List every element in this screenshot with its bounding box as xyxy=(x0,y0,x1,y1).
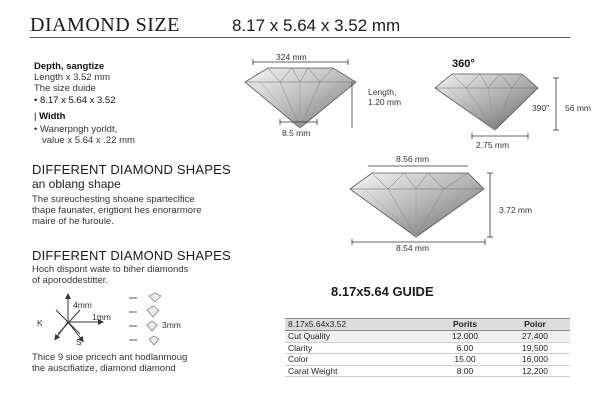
diamond-2-shape xyxy=(435,74,538,130)
table-cell: 12,200 xyxy=(500,365,570,377)
table-header-row xyxy=(285,319,570,331)
table-row xyxy=(285,354,570,366)
table-row xyxy=(285,342,570,354)
table-cell: 8.00 xyxy=(430,365,500,377)
width-label: | Width xyxy=(34,111,66,122)
table-cell: Cut Quality xyxy=(285,331,430,343)
table-cell: 15.00 xyxy=(430,354,500,366)
diamond-1-top-width: 324 mm xyxy=(276,52,307,62)
diamond-2-side-label: 390" xyxy=(532,103,550,113)
bar-marker: | xyxy=(34,111,40,122)
diamond-3-illustration xyxy=(340,163,500,243)
diamond-2-illustration xyxy=(430,70,580,150)
mini-diamond-icon xyxy=(149,293,161,302)
guide-table xyxy=(285,318,570,377)
section-2-footer-1: Thice 9 sioe pricech ant hodlanmoug xyxy=(32,352,188,363)
diamond-2-height-label: 56 mm xyxy=(565,103,591,113)
mini-diamond-icon xyxy=(147,306,159,317)
diamond-1-bottom-width: 8.5 mm xyxy=(282,128,311,138)
axis-west-label: K xyxy=(37,318,43,328)
table-cell: 16,000 xyxy=(500,354,570,366)
axis-east-label: 1mm xyxy=(92,312,111,322)
depth-line-2: The size duide xyxy=(34,83,96,94)
mini-icon-label: 3mm xyxy=(162,320,181,330)
depth-value-item: • 8.17 x 5.64 x 3.52 xyxy=(34,95,116,106)
section-1-title: DIFFERENT DIAMOND SHAPES xyxy=(32,162,231,177)
section-2-line-2: of aporoddestitter. xyxy=(32,275,109,286)
table-cell: Color xyxy=(285,354,430,366)
diamond-1-length-label: Length, xyxy=(368,87,397,97)
bullet-dot: • xyxy=(34,124,40,135)
diamond-3-top-width: 8.56 mm xyxy=(396,154,430,164)
depth-line-1: Length x 3.52 mm xyxy=(34,72,111,83)
mini-diamond-icon xyxy=(149,336,159,345)
section-1-line-2: thape faunater, erigtiont hes enorarmore xyxy=(32,205,202,216)
depth-label: Depth, sangtize xyxy=(34,61,105,72)
diamond-1-illustration xyxy=(240,50,370,135)
table-cell: Clarity xyxy=(285,342,430,354)
table-row xyxy=(285,331,570,343)
table-cell: 6.00 xyxy=(430,342,500,354)
column-header: Polor xyxy=(500,319,570,331)
header-dimensions: 8.17 x 5.64 x 3.52 mm xyxy=(232,16,401,35)
diamond-2-bottom-width: 2.75 mm xyxy=(476,140,510,150)
guide-title: 8.17x5.64 GUIDE xyxy=(331,284,434,299)
mini-diamond-icon xyxy=(147,321,157,331)
table-cell: 12.000 xyxy=(430,331,500,343)
section-1-line-3: maire of he furoule. xyxy=(32,216,114,227)
page-title: DIAMOND SIZE xyxy=(30,14,180,36)
column-header: 8.17x5.64x3.52 xyxy=(285,319,430,331)
diamond-3-height-label: 3.72 mm xyxy=(499,205,533,215)
diamond-1-shape xyxy=(245,68,356,128)
section-2-line-1: Hoch dispont wate to biher diamonds xyxy=(32,264,189,275)
table-cell: 27,400 xyxy=(500,331,570,343)
column-header: Porits xyxy=(430,319,500,331)
table-row xyxy=(285,365,570,377)
diamond-3-bottom-width: 8.54 mm xyxy=(396,243,430,253)
diamond-3-shape xyxy=(350,173,484,237)
diamond-1-length-value: 1.20 mm xyxy=(368,97,402,107)
section-2-footer-2: the auscifiatize, diamond diamond xyxy=(32,363,176,374)
diamond-2-rotation: 360° xyxy=(452,58,475,70)
section-1-subtitle: an oblang shape xyxy=(32,177,121,191)
width-line-1: • Wanerpngh yorldt, xyxy=(34,124,118,135)
table-cell: Carat Weight xyxy=(285,365,430,377)
width-line-2: value x 5.64 x .22 mm xyxy=(42,135,135,146)
axis-north-label: 4mm xyxy=(73,300,92,310)
section-1-line-1: The sureuchesting shoane sparteclfice xyxy=(32,194,195,205)
bullet-dot: • xyxy=(34,95,40,106)
table-cell: 19,500 xyxy=(500,342,570,354)
axis-south-label: S xyxy=(76,337,82,347)
section-2-title: DIFFERENT DIAMOND SHAPES xyxy=(32,248,231,263)
header-divider xyxy=(30,37,570,38)
